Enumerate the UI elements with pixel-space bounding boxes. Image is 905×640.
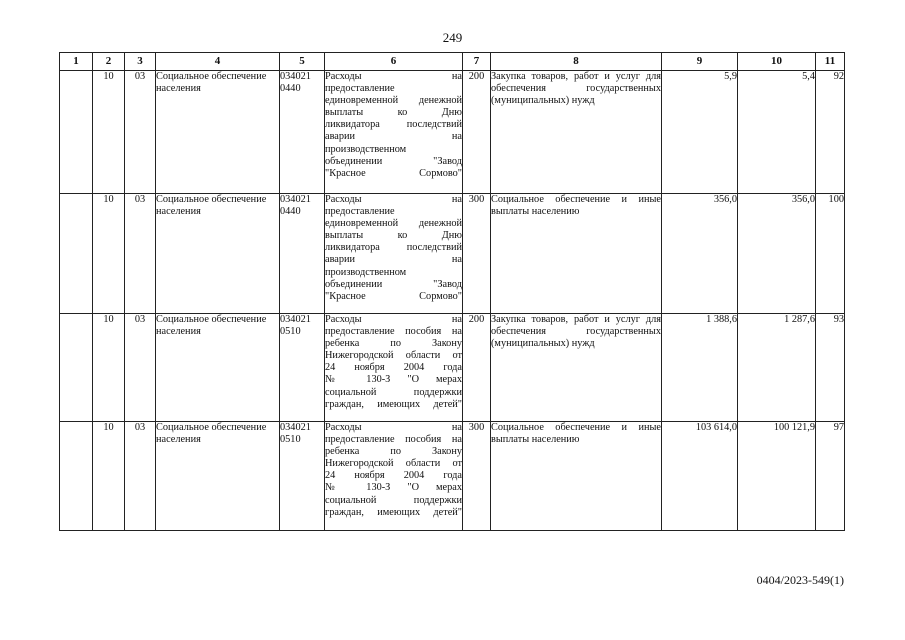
- header-cell: 6: [325, 53, 463, 71]
- description-line: Нижегородской области от: [325, 350, 462, 362]
- target-code-cell: [280, 422, 325, 531]
- expense-type-code-cell: 300: [463, 194, 491, 314]
- actual-amount-cell: 356,0: [738, 194, 816, 314]
- expense-description-cell: [325, 314, 463, 422]
- description-line: Нижегородской области от: [325, 458, 462, 470]
- header-cell: 8: [491, 53, 662, 71]
- subsection-name-cell: Социальное обеспечение населения: [156, 194, 280, 314]
- page-number: 249: [442, 30, 463, 45]
- table-row: [60, 314, 845, 422]
- row-index-cell: [60, 71, 93, 194]
- description-line: предоставление пособия на: [325, 326, 462, 338]
- description-line: 24 ноября 2004 года: [325, 470, 462, 482]
- subsection-code-cell: 03: [125, 194, 156, 314]
- subsection-name-cell: Социальное обеспечение населения: [156, 71, 280, 194]
- row-index-cell: [60, 194, 93, 314]
- description-line: социальной поддержки: [325, 386, 462, 398]
- subsection-code-cell: 03: [125, 314, 156, 422]
- header-cell: 3: [125, 53, 156, 71]
- section-code-cell: 10: [93, 71, 125, 194]
- target-code-line: 0440: [280, 206, 301, 218]
- target-code-line: 034021: [280, 422, 311, 433]
- description-line: аварии на: [325, 131, 462, 143]
- expense-type-name-cell: Социальное обеспечение и иные выплаты населению: [491, 422, 662, 531]
- description-line: "Красное Сормово": [325, 290, 462, 302]
- description-line: граждан, имеющих детей": [325, 398, 462, 410]
- description-line: 24 ноября 2004 года: [325, 362, 462, 374]
- subsection-code-cell: 03: [125, 422, 156, 531]
- expense-type-code-cell: 200: [463, 71, 491, 194]
- header-row: [60, 53, 845, 71]
- description-line: единовременной денежной: [325, 95, 462, 107]
- target-code-line: 0510: [280, 434, 301, 446]
- expense-type-name-cell: Закупка товаров, работ и услуг для обеспечения государственных (муниципальных) нужд: [491, 71, 662, 194]
- percent-cell: 93: [816, 314, 845, 422]
- expense-description-cell: [325, 194, 463, 314]
- target-code-cell: [280, 71, 325, 194]
- actual-amount-cell: 1 287,6: [738, 314, 816, 422]
- planned-amount-cell: 356,0: [662, 194, 738, 314]
- percent-cell: 92: [816, 71, 845, 194]
- description-line: производственном: [325, 143, 407, 155]
- subsection-name-cell: Социальное обеспечение населения: [156, 422, 280, 531]
- section-code-cell: 10: [93, 314, 125, 422]
- header-cell: 9: [662, 53, 738, 71]
- description-line: выплаты ко Дню: [325, 107, 462, 119]
- percent-cell: 100: [816, 194, 845, 314]
- header-cell: 5: [280, 53, 325, 71]
- target-code-line: 0440: [280, 83, 301, 95]
- planned-amount-cell: 103 614,0: [662, 422, 738, 531]
- description-line: № 130-З "О мерах: [325, 482, 462, 494]
- header-cell: 4: [156, 53, 280, 71]
- expense-type-code-cell: 200: [463, 314, 491, 422]
- description-line: предоставление: [325, 206, 395, 218]
- description-line: предоставление: [325, 83, 395, 95]
- row-index-cell: [60, 422, 93, 531]
- target-code-cell: [280, 314, 325, 422]
- description-line: предоставление пособия на: [325, 434, 462, 446]
- target-code-line: 034021: [280, 314, 311, 325]
- header-cell: 11: [816, 53, 845, 71]
- target-code-line: 0510: [280, 326, 301, 338]
- description-line: производственном: [325, 266, 407, 278]
- budget-table: [59, 52, 845, 531]
- expense-description-cell: [325, 422, 463, 531]
- table-row: [60, 422, 845, 531]
- description-line: ликвидатора последствий: [325, 242, 462, 254]
- expense-type-name-cell: Закупка товаров, работ и услуг для обеспечения государственных (муниципальных) нужд: [491, 314, 662, 422]
- description-line: ребенка по Закону: [325, 338, 462, 350]
- description-line: выплаты ко Дню: [325, 230, 462, 242]
- planned-amount-cell: 5,9: [662, 71, 738, 194]
- header-cell: 10: [738, 53, 816, 71]
- section-code-cell: 10: [93, 194, 125, 314]
- actual-amount-cell: 5,4: [738, 71, 816, 194]
- description-line: Расходы на: [325, 422, 462, 433]
- table-row: [60, 194, 845, 314]
- description-line: единовременной денежной: [325, 218, 462, 230]
- table-header: [60, 53, 845, 71]
- description-line: граждан, имеющих детей": [325, 506, 462, 518]
- description-line: Расходы на: [325, 71, 462, 82]
- description-line: ребенка по Закону: [325, 446, 462, 458]
- row-index-cell: [60, 314, 93, 422]
- description-line: объединении "Завод: [325, 278, 462, 290]
- description-line: Расходы на: [325, 314, 462, 325]
- document-code: 0404/2023-549(1): [756, 573, 844, 587]
- expense-description-cell: [325, 71, 463, 194]
- description-line: социальной поддержки: [325, 494, 462, 506]
- description-line: "Красное Сормово": [325, 167, 462, 179]
- description-line: ликвидатора последствий: [325, 119, 462, 131]
- planned-amount-cell: 1 388,6: [662, 314, 738, 422]
- expense-type-code-cell: 300: [463, 422, 491, 531]
- target-code-line: 034021: [280, 71, 311, 82]
- actual-amount-cell: 100 121,9: [738, 422, 816, 531]
- table-row: [60, 71, 845, 194]
- description-line: № 130-З "О мерах: [325, 374, 462, 386]
- subsection-name-cell: Социальное обеспечение населения: [156, 314, 280, 422]
- subsection-code-cell: 03: [125, 71, 156, 194]
- target-code-line: 034021: [280, 194, 311, 205]
- section-code-cell: 10: [93, 422, 125, 531]
- description-line: аварии на: [325, 254, 462, 266]
- description-line: Расходы на: [325, 194, 462, 205]
- percent-cell: 97: [816, 422, 845, 531]
- description-line: объединении "Завод: [325, 155, 462, 167]
- header-cell: 7: [463, 53, 491, 71]
- header-cell: 1: [60, 53, 93, 71]
- target-code-cell: [280, 194, 325, 314]
- header-cell: 2: [93, 53, 125, 71]
- expense-type-name-cell: Социальное обеспечение и иные выплаты населению: [491, 194, 662, 314]
